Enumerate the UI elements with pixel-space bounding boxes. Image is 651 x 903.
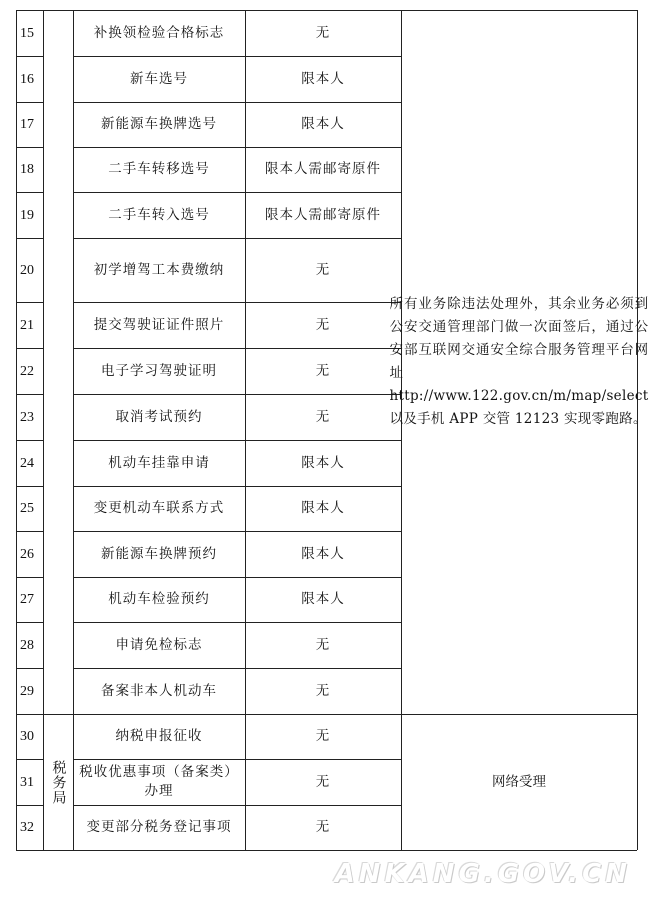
row-number: 15 <box>20 25 34 41</box>
row-number: 20 <box>20 262 34 278</box>
service-item: 纳税申报征收 <box>115 728 203 744</box>
requirement: 限本人 <box>301 591 345 607</box>
requirement: 限本人需邮寄原件 <box>265 161 381 177</box>
service-item: 初学增驾工本费缴纳 <box>93 261 225 278</box>
row-number: 26 <box>20 546 34 562</box>
service-item: 备案非本人机动车 <box>101 682 217 699</box>
requirement: 限本人 <box>301 70 345 87</box>
row-number: 24 <box>20 455 34 471</box>
requirement: 无 <box>315 819 331 835</box>
police-remark: 所有业务除违法处理外，其余业务必须到公安交通管理部门做一次面签后，通过公安部互联网交通安全综合服务管理平台网址 http://www.122.gov.cn/m/map/select以及手机 APP 交管 12123 实现零跑路。 <box>389 296 649 427</box>
requirement: 无 <box>315 408 331 425</box>
requirement: 无 <box>315 316 331 333</box>
row-number: 19 <box>20 207 34 223</box>
service-item: 新能源车换牌预约 <box>101 545 217 562</box>
row-number: 21 <box>20 317 34 333</box>
row-number: 25 <box>20 501 34 516</box>
row-number: 23 <box>20 409 34 425</box>
row-number: 22 <box>20 363 34 379</box>
tax-department-label: 税务局 <box>50 759 67 805</box>
requirement: 无 <box>315 728 331 744</box>
requirement: 无 <box>315 636 331 653</box>
service-item: 电子学习驾驶证明 <box>101 362 217 379</box>
service-item: 提交驾驶证证件照片 <box>93 316 225 333</box>
service-item: 补换领检验合格标志 <box>93 24 225 41</box>
service-item: 税收优惠事项（备案类）办理 <box>79 764 239 799</box>
row-number: 16 <box>20 71 34 87</box>
row-number: 17 <box>20 117 34 132</box>
requirement: 无 <box>315 24 331 41</box>
row-number: 27 <box>20 592 34 607</box>
service-item: 二手车转入选号 <box>108 206 210 223</box>
requirement: 限本人需邮寄原件 <box>265 206 381 223</box>
service-item: 新能源车换牌选号 <box>101 116 217 132</box>
row-number: 31 <box>20 774 34 790</box>
requirement: 无 <box>315 773 331 790</box>
service-item: 二手车转移选号 <box>108 161 210 177</box>
row-number: 28 <box>20 637 34 653</box>
requirement: 限本人 <box>301 454 345 471</box>
row-number: 30 <box>20 729 34 744</box>
service-item: 变更部分税务登记事项 <box>86 819 232 835</box>
service-item: 变更机动车联系方式 <box>93 500 225 516</box>
requirement: 限本人 <box>301 545 345 562</box>
tax-remark: 网络受理 <box>492 773 546 790</box>
requirement: 无 <box>315 682 331 699</box>
requirement: 无 <box>315 362 331 379</box>
service-item: 机动车挂靠申请 <box>108 454 210 471</box>
service-item: 机动车检验预约 <box>108 591 210 607</box>
requirement: 限本人 <box>301 500 345 516</box>
service-item: 新车选号 <box>130 70 188 87</box>
requirement: 限本人 <box>301 116 345 132</box>
service-item: 取消考试预约 <box>115 408 203 425</box>
requirement: 无 <box>315 261 331 278</box>
watermark: ANKANG.GOV.CN <box>334 859 631 889</box>
row-number: 18 <box>20 162 34 177</box>
row-number: 32 <box>20 820 34 835</box>
service-item: 申请免检标志 <box>115 636 203 653</box>
row-number: 29 <box>20 683 34 699</box>
